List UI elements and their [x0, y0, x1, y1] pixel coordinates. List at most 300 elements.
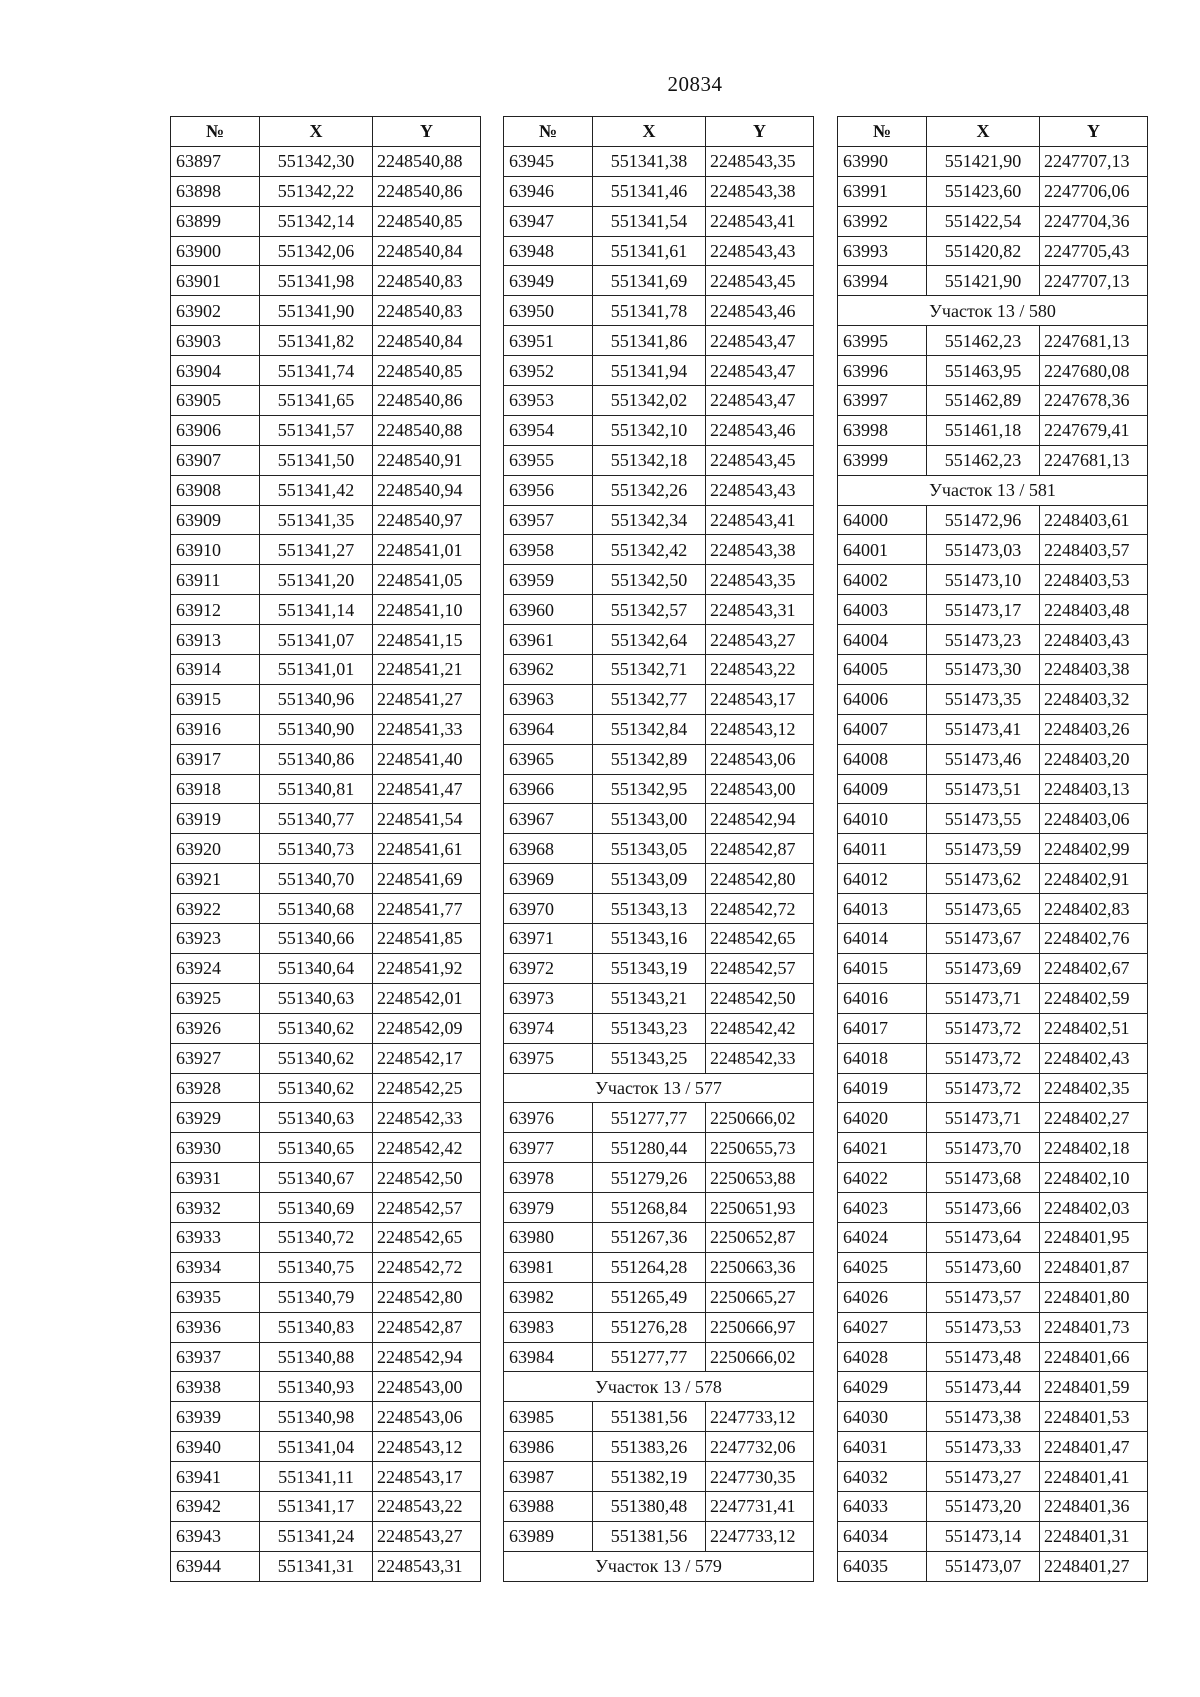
y-coordinate-cell: 2248541,77 — [373, 894, 481, 924]
section-title: Участок 13 / 580 — [838, 296, 1148, 326]
point-number-cell: 63979 — [504, 1193, 593, 1223]
y-coordinate-cell: 2248543,17 — [706, 684, 814, 714]
table-row — [838, 1402, 1148, 1432]
point-number-cell: 63950 — [504, 296, 593, 326]
point-number-cell: 64022 — [838, 1163, 927, 1193]
x-coordinate-cell: 551473,69 — [927, 953, 1040, 983]
point-number-cell: 63972 — [504, 953, 593, 983]
y-coordinate-cell: 2248543,00 — [373, 1372, 481, 1402]
x-coordinate-cell: 551341,01 — [260, 655, 373, 685]
point-number-cell: 63970 — [504, 894, 593, 924]
point-number-cell: 64021 — [838, 1133, 927, 1163]
x-coordinate-cell: 551473,48 — [927, 1342, 1040, 1372]
y-coordinate-cell: 2248401,47 — [1040, 1432, 1148, 1462]
y-coordinate-cell: 2250663,36 — [706, 1252, 814, 1282]
point-number-cell: 63936 — [171, 1312, 260, 1342]
table-row — [504, 1163, 814, 1193]
y-coordinate-cell: 2248541,54 — [373, 804, 481, 834]
table-row — [838, 595, 1148, 625]
y-coordinate-cell: 2248403,26 — [1040, 714, 1148, 744]
x-coordinate-cell: 551341,74 — [260, 356, 373, 386]
point-number-cell: 63976 — [504, 1103, 593, 1133]
table-row — [171, 1312, 481, 1342]
point-number-cell: 63990 — [838, 146, 927, 176]
x-coordinate-cell: 551342,14 — [260, 206, 373, 236]
table-row — [504, 1282, 814, 1312]
section-header-row — [838, 296, 1148, 326]
y-coordinate-cell: 2248402,10 — [1040, 1163, 1148, 1193]
table-row — [504, 595, 814, 625]
x-coordinate-cell: 551380,48 — [593, 1491, 706, 1521]
table-row — [171, 595, 481, 625]
y-coordinate-cell: 2247733,12 — [706, 1521, 814, 1551]
x-coordinate-cell: 551341,20 — [260, 565, 373, 595]
table-row — [171, 415, 481, 445]
x-coordinate-cell: 551341,61 — [593, 236, 706, 266]
x-coordinate-cell: 551267,36 — [593, 1222, 706, 1252]
table-row — [504, 1402, 814, 1432]
table-row — [171, 894, 481, 924]
point-number-cell: 63928 — [171, 1073, 260, 1103]
x-coordinate-cell: 551342,34 — [593, 505, 706, 535]
table-row — [171, 505, 481, 535]
y-coordinate-cell: 2250651,93 — [706, 1193, 814, 1223]
y-coordinate-cell: 2248401,59 — [1040, 1372, 1148, 1402]
y-coordinate-cell: 2248542,57 — [706, 953, 814, 983]
x-coordinate-cell: 551341,69 — [593, 266, 706, 296]
y-coordinate-cell: 2248543,22 — [373, 1491, 481, 1521]
y-coordinate-cell: 2248543,41 — [706, 505, 814, 535]
y-coordinate-cell: 2248401,87 — [1040, 1252, 1148, 1282]
y-coordinate-cell: 2248543,17 — [373, 1462, 481, 1492]
x-coordinate-cell: 551343,25 — [593, 1043, 706, 1073]
y-coordinate-cell: 2247730,35 — [706, 1462, 814, 1492]
x-coordinate-cell: 551473,17 — [927, 595, 1040, 625]
table-row — [504, 266, 814, 296]
y-coordinate-cell: 2248402,03 — [1040, 1193, 1148, 1223]
point-number-cell: 63922 — [171, 894, 260, 924]
point-number-cell: 63910 — [171, 535, 260, 565]
x-coordinate-cell: 551343,05 — [593, 834, 706, 864]
y-coordinate-cell: 2248543,31 — [706, 595, 814, 625]
table-row — [171, 1551, 481, 1581]
table-row — [838, 386, 1148, 416]
x-coordinate-cell: 551341,35 — [260, 505, 373, 535]
y-coordinate-cell: 2248542,01 — [373, 983, 481, 1013]
page-number: 20834 — [667, 72, 723, 96]
x-coordinate-cell: 551340,64 — [260, 953, 373, 983]
y-coordinate-cell: 2248402,18 — [1040, 1133, 1148, 1163]
table-row — [838, 983, 1148, 1013]
point-number-cell: 64016 — [838, 983, 927, 1013]
x-coordinate-cell: 551341,65 — [260, 386, 373, 416]
y-coordinate-cell: 2247732,06 — [706, 1432, 814, 1462]
y-coordinate-cell: 2248540,97 — [373, 505, 481, 535]
y-coordinate-cell: 2248540,85 — [373, 356, 481, 386]
x-coordinate-cell: 551472,96 — [927, 505, 1040, 535]
point-number-cell: 64004 — [838, 625, 927, 655]
table-body — [171, 146, 481, 1581]
x-coordinate-cell: 551280,44 — [593, 1133, 706, 1163]
x-coordinate-cell: 551473,20 — [927, 1491, 1040, 1521]
x-coordinate-cell: 551341,14 — [260, 595, 373, 625]
y-coordinate-cell: 2248541,69 — [373, 864, 481, 894]
table-row — [171, 834, 481, 864]
table-row — [838, 146, 1148, 176]
x-coordinate-cell: 551343,16 — [593, 924, 706, 954]
x-coordinate-cell: 551340,65 — [260, 1133, 373, 1163]
x-coordinate-cell: 551340,62 — [260, 1043, 373, 1073]
x-coordinate-cell: 551473,14 — [927, 1521, 1040, 1551]
table-row — [504, 356, 814, 386]
x-coordinate-cell: 551342,42 — [593, 535, 706, 565]
x-coordinate-cell: 551473,66 — [927, 1193, 1040, 1223]
y-coordinate-cell: 2248402,51 — [1040, 1013, 1148, 1043]
table-row — [504, 1103, 814, 1133]
x-coordinate-cell: 551421,90 — [927, 266, 1040, 296]
x-coordinate-cell: 551279,26 — [593, 1163, 706, 1193]
table-row — [171, 1372, 481, 1402]
x-coordinate-cell: 551381,56 — [593, 1521, 706, 1551]
point-number-cell: 63996 — [838, 356, 927, 386]
table-row — [171, 1491, 481, 1521]
point-number-cell: 64009 — [838, 774, 927, 804]
table-header-row — [171, 117, 481, 147]
x-coordinate-cell: 551342,30 — [260, 146, 373, 176]
point-number-cell: 63911 — [171, 565, 260, 595]
x-coordinate-cell: 551473,57 — [927, 1282, 1040, 1312]
point-number-cell: 63900 — [171, 236, 260, 266]
x-coordinate-cell: 551422,54 — [927, 206, 1040, 236]
y-coordinate-cell: 2248541,27 — [373, 684, 481, 714]
table-row — [171, 1133, 481, 1163]
table-row — [504, 1222, 814, 1252]
x-coordinate-cell: 551341,50 — [260, 445, 373, 475]
point-number-cell: 63984 — [504, 1342, 593, 1372]
table-row — [838, 1372, 1148, 1402]
x-coordinate-cell: 551340,88 — [260, 1342, 373, 1372]
x-coordinate-cell: 551473,51 — [927, 774, 1040, 804]
point-number-cell: 63939 — [171, 1402, 260, 1432]
table-row — [504, 1193, 814, 1223]
point-number-cell: 63903 — [171, 326, 260, 356]
table-row — [171, 206, 481, 236]
table-row — [504, 206, 814, 236]
table-row — [504, 834, 814, 864]
x-coordinate-cell: 551342,18 — [593, 445, 706, 475]
table-row — [171, 714, 481, 744]
point-number-cell: 64019 — [838, 1073, 927, 1103]
point-number-cell: 63938 — [171, 1372, 260, 1402]
x-coordinate-cell: 551341,38 — [593, 146, 706, 176]
point-number-cell: 63999 — [838, 445, 927, 475]
table-row — [838, 1222, 1148, 1252]
y-coordinate-cell: 2248543,35 — [706, 565, 814, 595]
table-row — [838, 834, 1148, 864]
y-coordinate-cell: 2248542,50 — [373, 1163, 481, 1193]
x-coordinate-cell: 551341,42 — [260, 475, 373, 505]
point-number-cell: 64000 — [838, 505, 927, 535]
x-coordinate-cell: 551340,77 — [260, 804, 373, 834]
table-row — [838, 774, 1148, 804]
point-number-cell: 64010 — [838, 804, 927, 834]
point-number-cell: 63953 — [504, 386, 593, 416]
point-number-cell: 63961 — [504, 625, 593, 655]
table-row — [504, 1432, 814, 1462]
x-coordinate-cell: 551342,57 — [593, 595, 706, 625]
x-coordinate-cell: 551342,95 — [593, 774, 706, 804]
table-row — [504, 744, 814, 774]
y-coordinate-cell: 2248541,21 — [373, 655, 481, 685]
point-number-cell: 63947 — [504, 206, 593, 236]
table-row — [171, 1163, 481, 1193]
y-coordinate-cell: 2248541,47 — [373, 774, 481, 804]
point-number-cell: 63960 — [504, 595, 593, 625]
point-number-cell: 63935 — [171, 1282, 260, 1312]
point-number-cell: 63925 — [171, 983, 260, 1013]
y-coordinate-cell: 2248540,84 — [373, 326, 481, 356]
point-number-cell: 63945 — [504, 146, 593, 176]
table-row — [171, 445, 481, 475]
y-coordinate-cell: 2248401,80 — [1040, 1282, 1148, 1312]
table-row — [171, 983, 481, 1013]
table-header-row — [838, 117, 1148, 147]
x-coordinate-cell: 551340,96 — [260, 684, 373, 714]
x-coordinate-cell: 551473,71 — [927, 1103, 1040, 1133]
point-number-cell: 64008 — [838, 744, 927, 774]
table-row — [838, 565, 1148, 595]
section-header-row — [838, 475, 1148, 505]
table-row — [504, 1252, 814, 1282]
point-number-cell: 63904 — [171, 356, 260, 386]
y-coordinate-cell: 2248543,27 — [373, 1521, 481, 1551]
x-coordinate-cell: 551473,30 — [927, 655, 1040, 685]
x-coordinate-cell: 551340,62 — [260, 1073, 373, 1103]
point-number-cell: 64013 — [838, 894, 927, 924]
point-number-cell: 63905 — [171, 386, 260, 416]
y-coordinate-cell: 2248543,35 — [706, 146, 814, 176]
point-number-cell: 63932 — [171, 1193, 260, 1223]
x-coordinate-cell: 551340,72 — [260, 1222, 373, 1252]
point-number-cell: 63913 — [171, 625, 260, 655]
table-row — [171, 266, 481, 296]
y-coordinate-cell: 2250666,02 — [706, 1103, 814, 1133]
table-row — [171, 924, 481, 954]
x-coordinate-cell: 551473,07 — [927, 1551, 1040, 1581]
point-number-cell: 63908 — [171, 475, 260, 505]
y-coordinate-cell: 2247704,36 — [1040, 206, 1148, 236]
table-row — [171, 774, 481, 804]
y-coordinate-cell: 2247681,13 — [1040, 326, 1148, 356]
x-coordinate-cell: 551340,67 — [260, 1163, 373, 1193]
point-number-cell: 63977 — [504, 1133, 593, 1163]
y-coordinate-cell: 2248402,76 — [1040, 924, 1148, 954]
y-coordinate-cell: 2250653,88 — [706, 1163, 814, 1193]
point-number-cell: 64035 — [838, 1551, 927, 1581]
point-number-cell: 63951 — [504, 326, 593, 356]
y-coordinate-cell: 2248542,94 — [373, 1342, 481, 1372]
table-row — [504, 1462, 814, 1492]
point-number-cell: 63948 — [504, 236, 593, 266]
header-number: № — [838, 117, 927, 147]
x-coordinate-cell: 551473,23 — [927, 625, 1040, 655]
x-coordinate-cell: 551423,60 — [927, 176, 1040, 206]
y-coordinate-cell: 2248542,72 — [706, 894, 814, 924]
x-coordinate-cell: 551341,82 — [260, 326, 373, 356]
table-row — [171, 1043, 481, 1073]
y-coordinate-cell: 2248541,15 — [373, 625, 481, 655]
y-coordinate-cell: 2250666,02 — [706, 1342, 814, 1372]
x-coordinate-cell: 551473,55 — [927, 804, 1040, 834]
point-number-cell: 63906 — [171, 415, 260, 445]
point-number-cell: 64012 — [838, 864, 927, 894]
point-number-cell: 63897 — [171, 146, 260, 176]
table-row — [171, 1073, 481, 1103]
x-coordinate-cell: 551340,81 — [260, 774, 373, 804]
y-coordinate-cell: 2248542,42 — [373, 1133, 481, 1163]
y-coordinate-cell: 2248542,17 — [373, 1043, 481, 1073]
y-coordinate-cell: 2248542,80 — [373, 1282, 481, 1312]
point-number-cell: 63995 — [838, 326, 927, 356]
x-coordinate-cell: 551343,09 — [593, 864, 706, 894]
y-coordinate-cell: 2248541,33 — [373, 714, 481, 744]
y-coordinate-cell: 2247680,08 — [1040, 356, 1148, 386]
x-coordinate-cell: 551341,11 — [260, 1462, 373, 1492]
table-row — [838, 1013, 1148, 1043]
y-coordinate-cell: 2248543,22 — [706, 655, 814, 685]
point-number-cell: 63963 — [504, 684, 593, 714]
point-number-cell: 64032 — [838, 1462, 927, 1492]
y-coordinate-cell: 2248543,27 — [706, 625, 814, 655]
header-number: № — [504, 117, 593, 147]
x-coordinate-cell: 551420,82 — [927, 236, 1040, 266]
y-coordinate-cell: 2248540,86 — [373, 176, 481, 206]
x-coordinate-cell: 551265,49 — [593, 1282, 706, 1312]
y-coordinate-cell: 2248542,87 — [706, 834, 814, 864]
point-number-cell: 63902 — [171, 296, 260, 326]
section-title: Участок 13 / 577 — [504, 1073, 814, 1103]
point-number-cell: 64014 — [838, 924, 927, 954]
point-number-cell: 63924 — [171, 953, 260, 983]
y-coordinate-cell: 2248543,45 — [706, 445, 814, 475]
y-coordinate-cell: 2248542,57 — [373, 1193, 481, 1223]
table-row — [171, 804, 481, 834]
point-number-cell: 63983 — [504, 1312, 593, 1342]
x-coordinate-cell: 551340,62 — [260, 1013, 373, 1043]
x-coordinate-cell: 551340,75 — [260, 1252, 373, 1282]
y-coordinate-cell: 2248401,31 — [1040, 1521, 1148, 1551]
x-coordinate-cell: 551473,68 — [927, 1163, 1040, 1193]
table-row — [504, 983, 814, 1013]
y-coordinate-cell: 2248543,43 — [706, 236, 814, 266]
table-row — [171, 953, 481, 983]
point-number-cell: 63997 — [838, 386, 927, 416]
y-coordinate-cell: 2248401,95 — [1040, 1222, 1148, 1252]
x-coordinate-cell: 551473,70 — [927, 1133, 1040, 1163]
y-coordinate-cell: 2248402,43 — [1040, 1043, 1148, 1073]
point-number-cell: 63946 — [504, 176, 593, 206]
y-coordinate-cell: 2248403,57 — [1040, 535, 1148, 565]
table-row — [504, 864, 814, 894]
coordinates-table-3 — [837, 116, 1148, 1582]
x-coordinate-cell: 551340,68 — [260, 894, 373, 924]
table-row — [838, 894, 1148, 924]
point-number-cell: 63952 — [504, 356, 593, 386]
x-coordinate-cell: 551473,71 — [927, 983, 1040, 1013]
y-coordinate-cell: 2248540,88 — [373, 415, 481, 445]
y-coordinate-cell: 2248542,42 — [706, 1013, 814, 1043]
table-row — [504, 804, 814, 834]
table-row — [504, 684, 814, 714]
y-coordinate-cell: 2248543,00 — [706, 774, 814, 804]
table-row — [504, 296, 814, 326]
x-coordinate-cell: 551340,70 — [260, 864, 373, 894]
x-coordinate-cell: 551268,84 — [593, 1193, 706, 1223]
point-number-cell: 64005 — [838, 655, 927, 685]
table-row — [171, 1252, 481, 1282]
y-coordinate-cell: 2247731,41 — [706, 1491, 814, 1521]
table-row — [838, 326, 1148, 356]
table-row — [171, 475, 481, 505]
x-coordinate-cell: 551341,07 — [260, 625, 373, 655]
y-coordinate-cell: 2248540,83 — [373, 266, 481, 296]
x-coordinate-cell: 551341,04 — [260, 1432, 373, 1462]
x-coordinate-cell: 551277,77 — [593, 1103, 706, 1133]
point-number-cell: 63959 — [504, 565, 593, 595]
point-number-cell: 63986 — [504, 1432, 593, 1462]
point-number-cell: 63929 — [171, 1103, 260, 1133]
point-number-cell: 63967 — [504, 804, 593, 834]
section-header-row — [504, 1372, 814, 1402]
point-number-cell: 63964 — [504, 714, 593, 744]
y-coordinate-cell: 2247678,36 — [1040, 386, 1148, 416]
point-number-cell: 63989 — [504, 1521, 593, 1551]
y-coordinate-cell: 2248542,50 — [706, 983, 814, 1013]
table-row — [171, 146, 481, 176]
point-number-cell: 63957 — [504, 505, 593, 535]
point-number-cell: 64033 — [838, 1491, 927, 1521]
x-coordinate-cell: 551473,60 — [927, 1252, 1040, 1282]
table-row — [838, 1342, 1148, 1372]
x-coordinate-cell: 551341,57 — [260, 415, 373, 445]
y-coordinate-cell: 2248540,88 — [373, 146, 481, 176]
point-number-cell: 63930 — [171, 1133, 260, 1163]
y-coordinate-cell: 2248540,85 — [373, 206, 481, 236]
x-coordinate-cell: 551473,46 — [927, 744, 1040, 774]
table-row — [504, 1342, 814, 1372]
x-coordinate-cell: 551473,62 — [927, 864, 1040, 894]
table-row — [838, 1073, 1148, 1103]
y-coordinate-cell: 2250666,97 — [706, 1312, 814, 1342]
table-row — [171, 535, 481, 565]
point-number-cell: 63975 — [504, 1043, 593, 1073]
point-number-cell: 63916 — [171, 714, 260, 744]
x-coordinate-cell: 551341,86 — [593, 326, 706, 356]
x-coordinate-cell: 551340,63 — [260, 983, 373, 1013]
y-coordinate-cell: 2248402,99 — [1040, 834, 1148, 864]
point-number-cell: 64031 — [838, 1432, 927, 1462]
point-number-cell: 63992 — [838, 206, 927, 236]
x-coordinate-cell: 551340,63 — [260, 1103, 373, 1133]
x-coordinate-cell: 551473,72 — [927, 1013, 1040, 1043]
y-coordinate-cell: 2248543,31 — [373, 1551, 481, 1581]
point-number-cell: 63982 — [504, 1282, 593, 1312]
point-number-cell: 63994 — [838, 266, 927, 296]
table-row — [838, 924, 1148, 954]
table-row — [838, 1491, 1148, 1521]
point-number-cell: 63918 — [171, 774, 260, 804]
x-coordinate-cell: 551473,38 — [927, 1402, 1040, 1432]
